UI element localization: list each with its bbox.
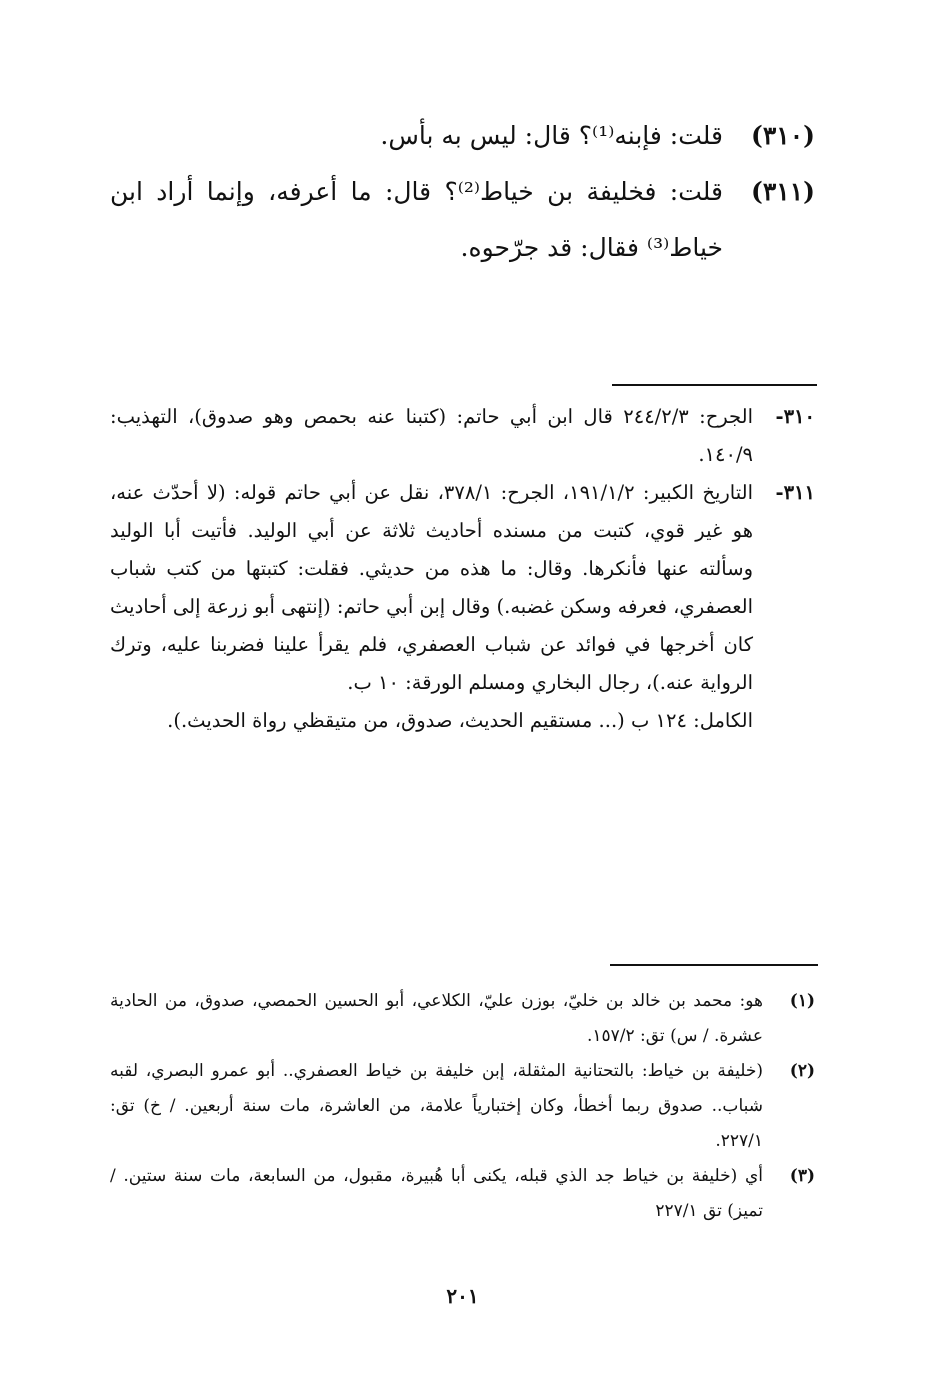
footnote-number: (٣) — [789, 1166, 815, 1186]
notes-section — [110, 398, 815, 740]
note-311 — [110, 474, 815, 702]
note-310 — [110, 398, 815, 474]
entry-number: (٣١١) — [751, 177, 815, 206]
main-entry-311 — [110, 164, 815, 276]
notes-separator — [612, 384, 817, 386]
footnote-1 — [110, 984, 815, 1054]
footnotes-section — [110, 984, 815, 1229]
note-number: ٣١١- — [775, 481, 815, 504]
note-text: الكامل: ١٢٤ ب (... مستقيم الحديث، صدوق، من متيقظي رواة الحديث.). — [167, 709, 753, 732]
note-number: ٣١٠- — [775, 405, 815, 428]
footnotes-separator — [610, 964, 818, 966]
note-text: التاريخ الكبير: ١٩١/١/٢، الجرح: ٣٧٨/١، نقل عن أبي حاتم قوله: (لا أحدّث عنه، هو غير قوي، كتبت من مسنده أحاديث ثلاثة عن أبي الوليد. فأتيت أبا الوليد وسألته عنها فأنكرها. وقال: ما هذه من حديثي. فقلت: كتبتها من كتب شباب العصفري، فعرفه وسكن غضبه.) وقال إبن أبي حاتم: (إنتهى أبو زرعة إلى أحاديث كان أخرجها في فوائد عن شباب العصفري، فلم يقرأ علينا فضربنا عليه، وترك الرواية عنه.)، رجال البخاري ومسلم الورقة: ١٠ ب. — [110, 481, 753, 694]
footnote-number: (١) — [789, 991, 815, 1011]
footnote-text: أي (خليفة بن خياط جد الذي قبله، يكنى أبا هُبيرة، مقبول، من السابعة، مات سنة ستين. / تميز) تق ٢٢٧/١ — [110, 1166, 763, 1221]
note-311-continued — [110, 702, 815, 740]
main-text — [110, 108, 815, 276]
footnote-3 — [110, 1159, 815, 1229]
entry-text: قلت: فخليفة بن خياط⁽²⁾؟ قال: ما أعرفه، وإنما أراد ابن خياط⁽³⁾ فقال: قد جرّحوه. — [110, 177, 723, 262]
main-entry-310 — [110, 108, 815, 164]
entry-number: (٣١٠) — [751, 121, 815, 150]
page-number: ٢٠١ — [446, 1284, 479, 1308]
note-text: الجرح: ٢٤٤/٢/٣ قال ابن أبي حاتم: (كتبنا عنه بحمص وهو صدوق)، التهذيب: ١٤٠/٩. — [110, 405, 754, 466]
footnote-2 — [110, 1054, 815, 1159]
footnote-text: هو: محمد بن خالد بن خليّ، بوزن عليّ، الكلاعي، أبو الحسين الحمصي، صدوق، من الحادية عشرة. / س) تق: ١٥٧/٢. — [110, 991, 763, 1046]
footnote-text: (خليفة بن خياط: بالتحتانية المثقلة، إبن خليفة بن خياط العصفري.. أبو عمرو البصري، لقبه شباب.. صدوق ربما أخطأ، وكان إختبارياً علامة، من العاشرة، مات سنة أربعين. / خ) تق: ٢٢٧/١. — [110, 1061, 763, 1151]
entry-text: قلت: فإبنه⁽¹⁾؟ قال: ليس به بأس. — [380, 121, 723, 150]
footnote-number: (٢) — [789, 1061, 815, 1081]
